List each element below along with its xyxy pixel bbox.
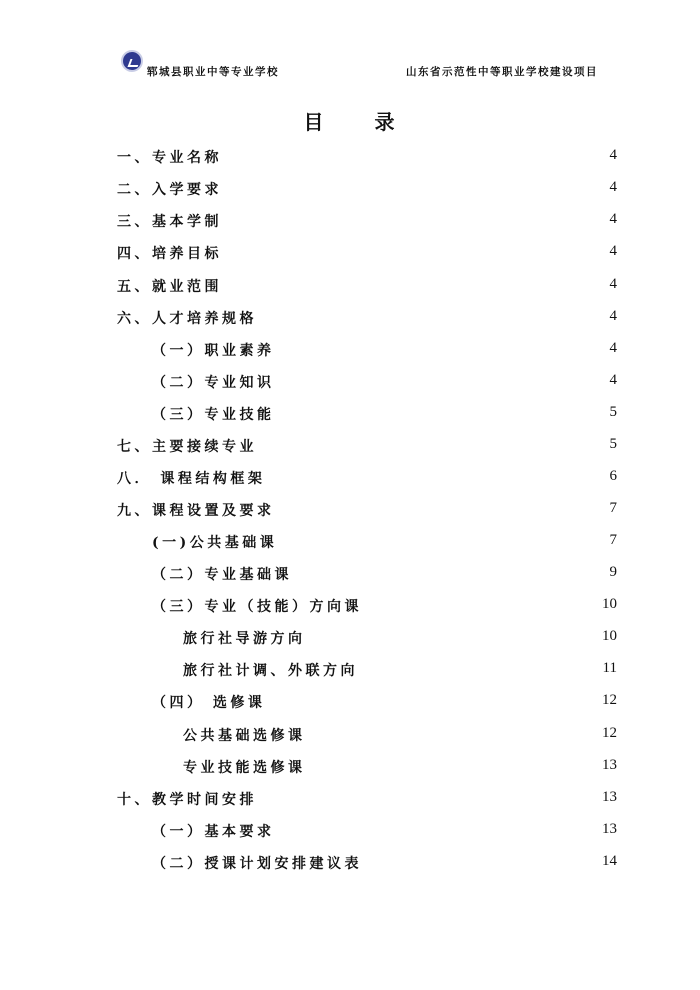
toc-entry[interactable] [0, 179, 700, 203]
toc-entry-label: （一）职业素养 [152, 343, 275, 359]
toc-entry[interactable] [0, 757, 700, 781]
toc-entry[interactable] [0, 436, 700, 460]
toc-entry-label: 旅行社导游方向 [183, 631, 306, 647]
toc-entry[interactable] [0, 308, 700, 332]
toc-entry[interactable] [0, 372, 700, 396]
header-project-name: 山东省示范性中等职业学校建设项目 [406, 66, 598, 78]
toc-entry[interactable] [0, 789, 700, 813]
toc-entry-label: 十、教学时间安排 [117, 792, 257, 808]
toc-entry[interactable] [0, 821, 700, 845]
toc-entry-page: 4 [609, 243, 617, 259]
toc-entry-page: 10 [602, 596, 617, 612]
toc-entry-page: 14 [602, 853, 617, 869]
page-title: 目 录 [303, 110, 417, 134]
toc-entry-label: （二）专业基础课 [152, 567, 292, 583]
toc-entry[interactable] [0, 692, 700, 716]
toc-entry-label: 旅行社计调、外联方向 [183, 663, 358, 679]
toc-entry-page: 13 [602, 789, 617, 805]
toc-entry[interactable] [0, 404, 700, 428]
toc-entry-page: 13 [602, 757, 617, 773]
toc-entry-page: 7 [609, 500, 617, 516]
toc-entry-page: 4 [609, 179, 617, 195]
toc-entry-label: (一)公共基础课 [152, 535, 278, 551]
toc-entry[interactable] [0, 243, 700, 267]
toc-entry[interactable] [0, 340, 700, 364]
toc-entry[interactable] [0, 660, 700, 684]
school-logo-icon [121, 50, 143, 72]
toc-entry-label: （一）基本要求 [152, 824, 275, 840]
toc-entry[interactable] [0, 725, 700, 749]
toc-entry-label: （二）授课计划安排建议表 [152, 856, 362, 872]
toc-entry[interactable] [0, 211, 700, 235]
toc-entry-label: （三）专业技能 [152, 407, 275, 423]
toc-entry[interactable] [0, 500, 700, 524]
toc-entry-label: 三、基本学制 [117, 214, 222, 230]
toc-entry-label: 四、培养目标 [117, 246, 222, 262]
toc-entry-label: 公共基础选修课 [183, 728, 306, 744]
toc-entry-label: 一、专业名称 [117, 150, 222, 166]
toc-entry-page: 6 [609, 468, 617, 484]
toc-entry[interactable] [0, 276, 700, 300]
toc-entry-page: 12 [602, 725, 617, 741]
toc-entry[interactable] [0, 468, 700, 492]
toc-entry-label: 九、课程设置及要求 [117, 503, 275, 519]
toc-entry-page: 4 [609, 372, 617, 388]
toc-entry[interactable] [0, 853, 700, 877]
toc-entry-label: 专业技能选修课 [183, 760, 306, 776]
toc-entry-page: 4 [609, 308, 617, 324]
toc-entry-label: 六、人才培养规格 [117, 311, 257, 327]
toc-entry-label: 二、入学要求 [117, 182, 222, 198]
toc-entry[interactable] [0, 147, 700, 171]
header-school-name: 郓城县职业中等专业学校 [147, 66, 279, 78]
toc-entry-label: 五、就业范围 [117, 279, 222, 295]
toc-entry-page: 7 [609, 532, 617, 548]
toc-entry[interactable] [0, 628, 700, 652]
toc-entry-page: 4 [609, 211, 617, 227]
toc-entry-page: 12 [602, 692, 617, 708]
toc-entry-page: 5 [609, 436, 617, 452]
toc-entry-page: 11 [602, 660, 617, 676]
toc-entry-label: 八． 课程结构框架 [117, 471, 266, 487]
toc-entry-page: 4 [609, 276, 617, 292]
toc-entry-page: 4 [609, 147, 617, 163]
toc-entry[interactable] [0, 532, 700, 556]
toc-entry-page: 5 [609, 404, 617, 420]
toc-entry-page: 4 [609, 340, 617, 356]
toc-entry[interactable] [0, 564, 700, 588]
toc-entry-label: （三）专业（技能）方向课 [152, 599, 362, 615]
toc-entry-page: 13 [602, 821, 617, 837]
toc-entry-label: （四） 选修课 [152, 695, 266, 711]
toc-entry-label: （二）专业知识 [152, 375, 275, 391]
toc-entry-page: 10 [602, 628, 617, 644]
toc-entry-label: 七、主要接续专业 [117, 439, 257, 455]
toc-entry-page: 9 [609, 564, 617, 580]
toc-entry[interactable] [0, 596, 700, 620]
